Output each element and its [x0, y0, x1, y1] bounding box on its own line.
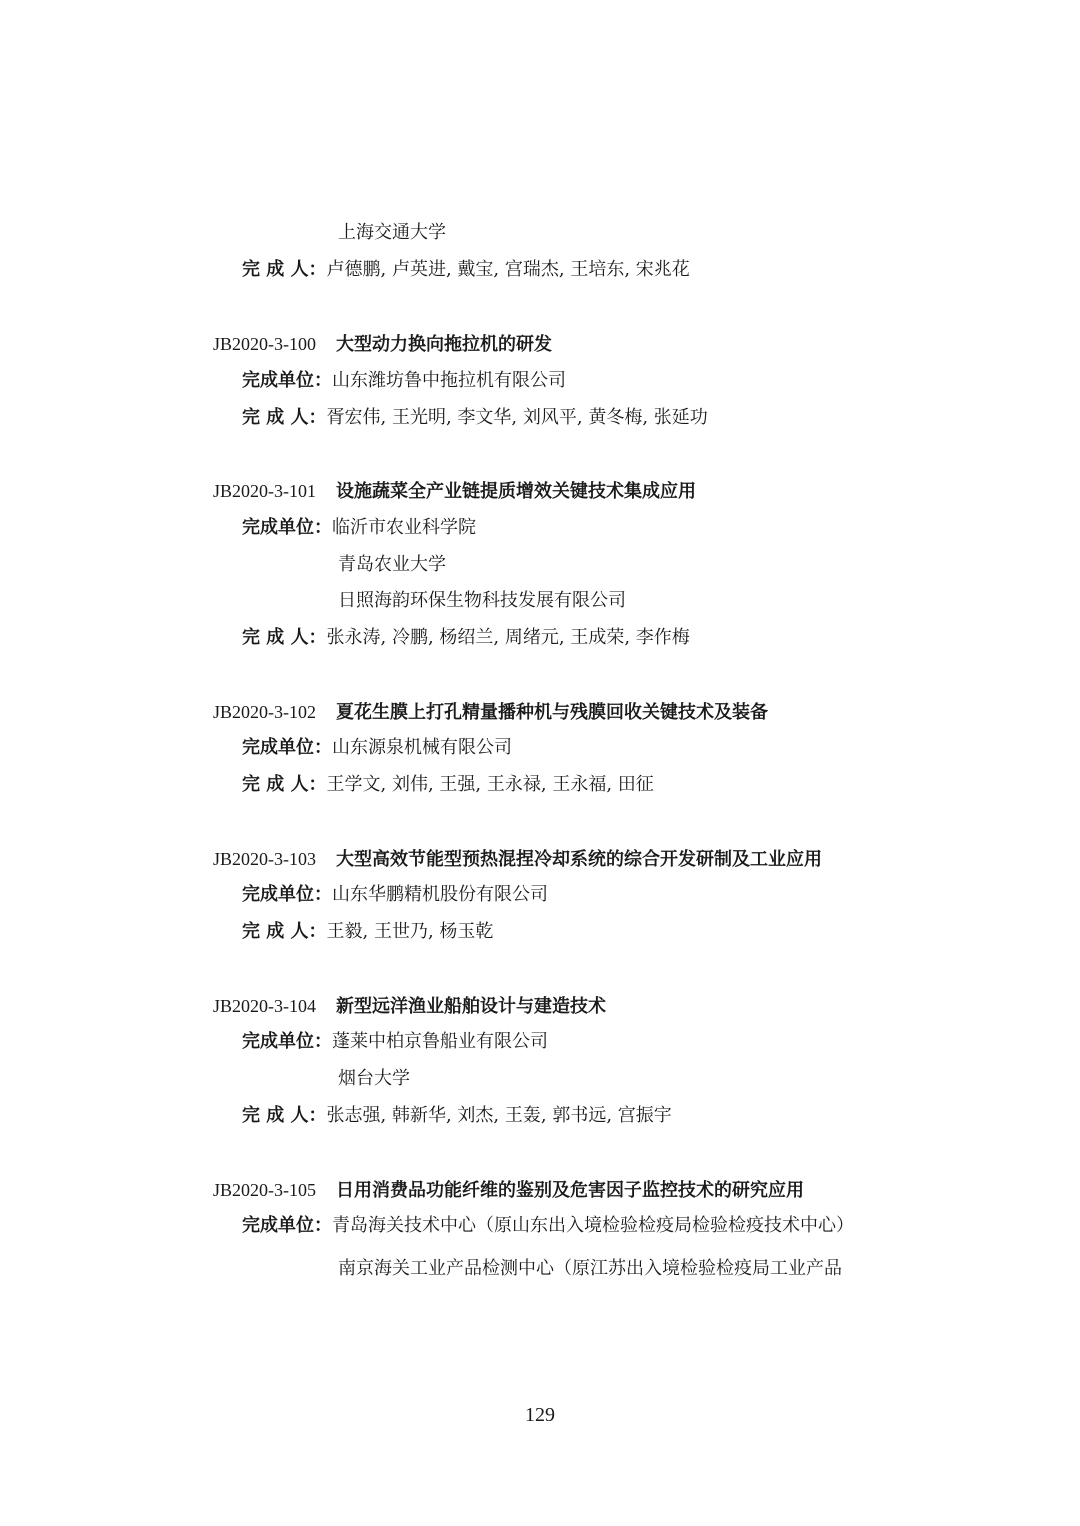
people-label: 完 成 人： [242, 774, 327, 795]
entry-code: JB2020-3-101 [213, 481, 316, 501]
unit-name: 青岛海关技术中心（原山东出入境检验检疫局检验检疫技术中心） [332, 1215, 854, 1236]
people-label: 完 成 人： [242, 921, 327, 942]
entry-title: 夏花生膜上打孔精量播种机与残膜回收关键技术及装备 [336, 702, 768, 723]
entry-code: JB2020-3-102 [213, 702, 316, 722]
people-line [242, 921, 493, 943]
entry-code: JB2020-3-105 [213, 1180, 316, 1200]
prev-unit-line: 上海交通大学 [338, 222, 446, 243]
unit-name: 烟台大学 [338, 1068, 410, 1089]
entry-header [213, 995, 606, 1018]
people-names: 王毅, 王世乃, 杨玉乾 [326, 921, 494, 942]
unit-line [242, 370, 566, 392]
unit-label: 完成单位： [242, 1215, 332, 1236]
people-label: 完 成 人： [242, 1105, 327, 1126]
people-names: 王学文, 刘伟, 王强, 王永禄, 王永福, 田征 [326, 774, 654, 795]
people-line [242, 627, 690, 649]
people-line [242, 1105, 672, 1127]
entry-header [213, 701, 768, 724]
unit-label: 完成单位： [242, 517, 332, 538]
unit-name: 青岛农业大学 [338, 554, 446, 575]
unit-name: 南京海关工业产品检测中心（原江苏出入境检验检疫局工业产品 [338, 1258, 842, 1279]
entry-title: 大型高效节能型预热混捏冷却系统的综合开发研制及工业应用 [336, 849, 822, 870]
unit-line-cont [338, 1258, 842, 1280]
unit-line-cont [338, 554, 446, 576]
people-label: 完 成 人： [242, 407, 327, 428]
unit-name: 蓬莱中柏京鲁船业有限公司 [332, 1031, 548, 1052]
unit-line-cont [338, 1068, 410, 1090]
entry-code: JB2020-3-103 [213, 849, 316, 869]
unit-label: 完成单位： [242, 370, 332, 391]
people-names: 卢德鹏, 卢英进, 戴宝, 宫瑞杰, 王培东, 宋兆花 [326, 259, 690, 280]
entry-code: JB2020-3-100 [213, 334, 316, 354]
unit-name: 临沂市农业科学院 [332, 517, 476, 538]
unit-line-cont [338, 590, 626, 612]
unit-name: 山东源泉机械有限公司 [332, 737, 512, 758]
people-names: 张永涛, 冷鹏, 杨绍兰, 周绪元, 王成荣, 李作梅 [326, 627, 690, 648]
entry-header [213, 480, 696, 503]
people-names: 胥宏伟, 王光明, 李文华, 刘风平, 黄冬梅, 张延功 [326, 407, 708, 428]
unit-label: 完成单位： [242, 884, 332, 905]
entry-title: 设施蔬菜全产业链提质增效关键技术集成应用 [336, 481, 696, 502]
unit-name: 日照海韵环保生物科技发展有限公司 [338, 590, 626, 611]
entry-title: 日用消费品功能纤维的鉴别及危害因子监控技术的研究应用 [336, 1180, 804, 1201]
unit-line [242, 1031, 548, 1053]
entry-code: JB2020-3-104 [213, 996, 316, 1016]
unit-label: 完成单位： [242, 737, 332, 758]
entry-title: 大型动力换向拖拉机的研发 [336, 334, 552, 355]
unit-line [242, 884, 548, 906]
people-line [242, 774, 654, 796]
entry-header [213, 1179, 804, 1202]
unit-line [242, 517, 476, 539]
entry-header [213, 333, 552, 356]
unit-name: 山东潍坊鲁中拖拉机有限公司 [332, 370, 566, 391]
people-label: 完 成 人： [242, 627, 327, 648]
entry-header [213, 848, 822, 871]
entry-title: 新型远洋渔业船舶设计与建造技术 [336, 996, 606, 1017]
unit-name: 山东华鹏精机股份有限公司 [332, 884, 548, 905]
unit-line [242, 737, 512, 759]
page-number: 129 [525, 1404, 555, 1426]
unit-line [242, 1215, 854, 1237]
prev-people-line [242, 259, 690, 281]
people-label: 完 成 人： [242, 259, 327, 280]
people-names: 张志强, 韩新华, 刘杰, 王轰, 郭书远, 宫振宇 [326, 1105, 672, 1126]
unit-label: 完成单位： [242, 1031, 332, 1052]
people-line [242, 407, 708, 429]
